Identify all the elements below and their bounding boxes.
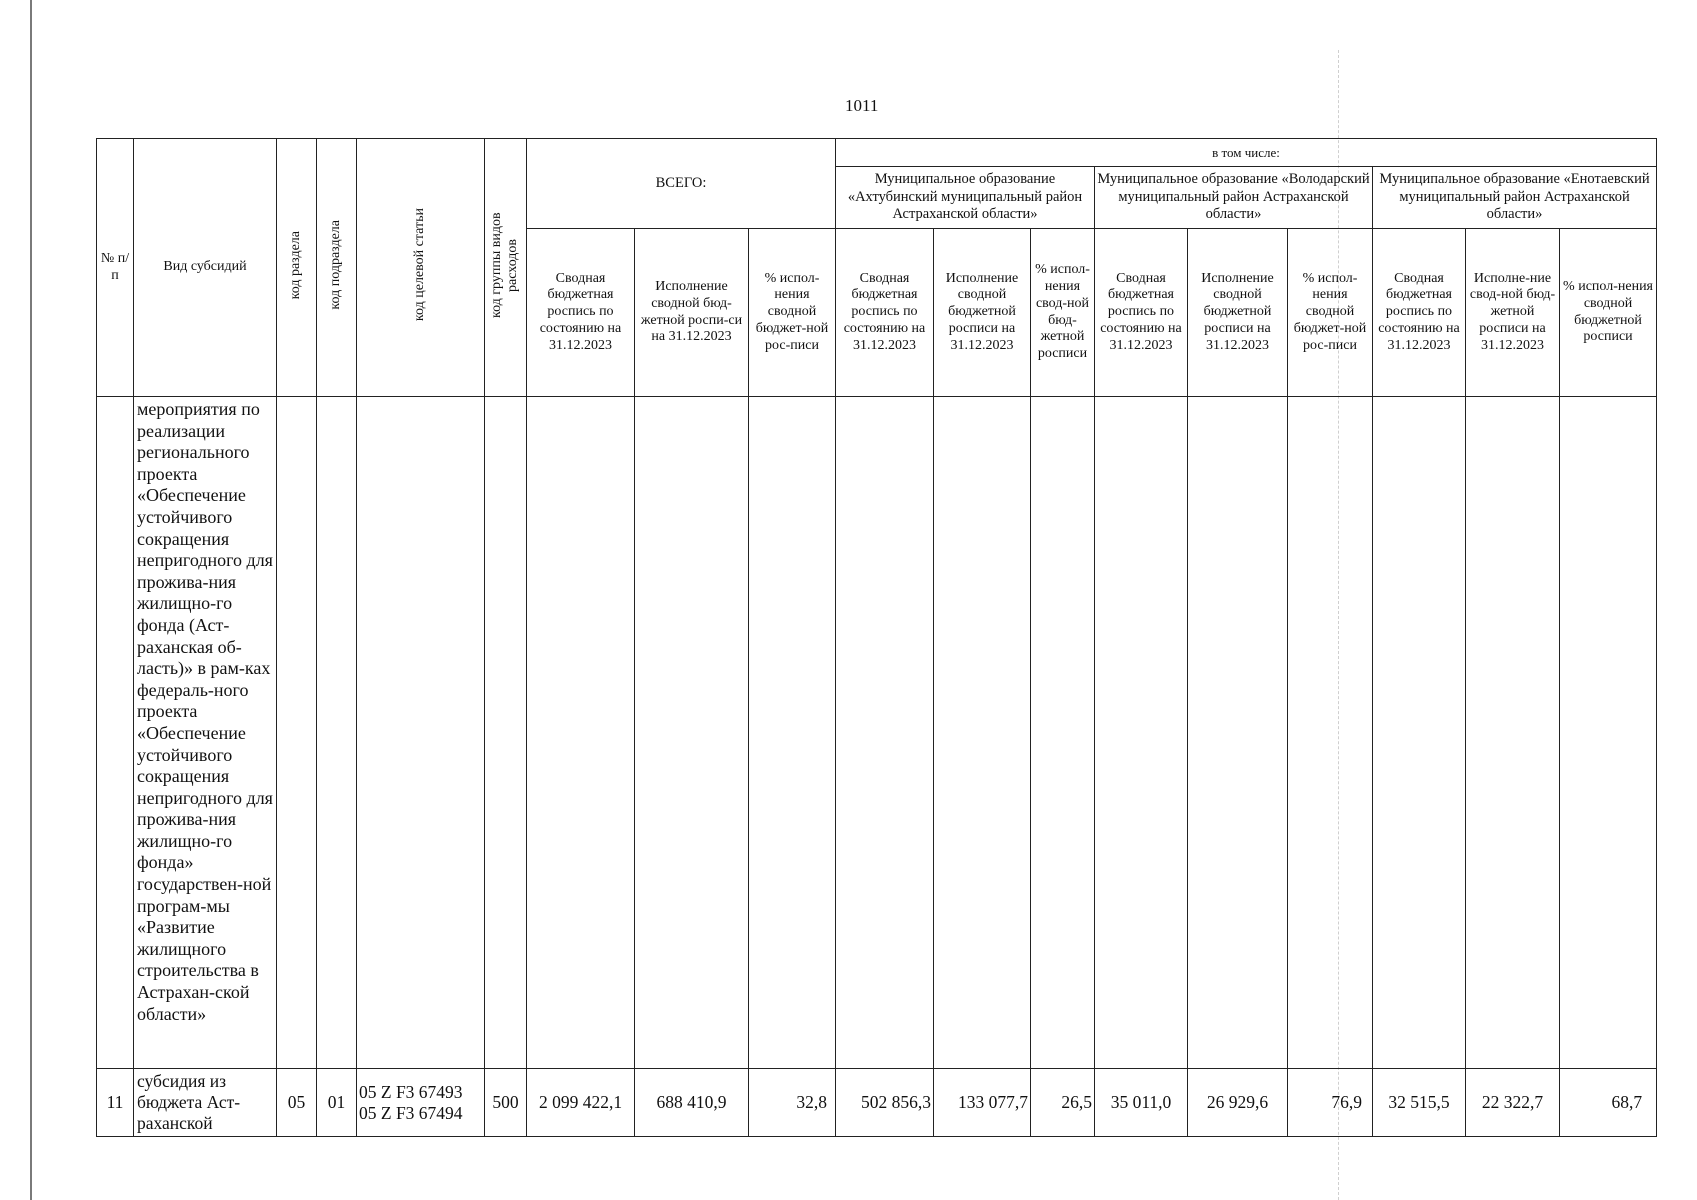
- header-total-pct: % испол-нения сводной бюджет-ной рос-писи: [749, 229, 836, 397]
- row-total-pct: 32,8: [749, 1069, 836, 1137]
- header-municipality-volodarsky: Муниципальное образование «Володарский муниципальный район Астраханской области»: [1095, 167, 1373, 229]
- cell-empty: [934, 397, 1031, 1069]
- header-target-article: [357, 139, 485, 397]
- cell-empty: [1188, 397, 1288, 1069]
- row-number: 11: [97, 1069, 134, 1137]
- row-subsection-code: 01: [317, 1069, 357, 1137]
- header-row-1: [97, 139, 1657, 167]
- header-total: ВСЕГО:: [527, 139, 836, 229]
- cell-empty: [1095, 397, 1188, 1069]
- header-m2-plan: Сводная бюджетная роспись по состоянию на 31.12.2023: [1095, 229, 1188, 397]
- header-municipality-enotaevsky: Муниципальное образование «Енотаевский муниципальный район Астраханской области»: [1373, 167, 1657, 229]
- cell-empty: [1466, 397, 1560, 1069]
- row-target-codes: [357, 1069, 485, 1137]
- header-m2-exec: Исполнение сводной бюджетной росписи на 31.12.2023: [1188, 229, 1288, 397]
- header-m2-pct: % испол-нения сводной бюджет-ной рос-писи: [1288, 229, 1373, 397]
- row-m2-exec: 26 929,6: [1188, 1069, 1288, 1137]
- cell-empty: [635, 397, 749, 1069]
- row-group-code: 500: [485, 1069, 527, 1137]
- scan-edge-line: [30, 0, 32, 1200]
- cell-empty: [277, 397, 317, 1069]
- header-group-label: код группы видов расходов: [489, 212, 521, 318]
- header-m1-pct: % испол-нения свод-ной бюд-жетной росписи: [1031, 229, 1095, 397]
- continuation-description: мероприятия по реализации регионального проекта «Обеспечение устойчивого сокращения непригодного для прожива-ния жилищно-го фонда (Аст-раханская об-ласть)» в рам-ках федераль-ного проекта «Обеспечение устойчивого сокращения непригодного для прожива-ния жилищно-го фонда» государствен-ной програм-мы «Развитие жилищного строительства в Астрахан-ской области»: [134, 397, 277, 1069]
- cell-empty: [357, 397, 485, 1069]
- header-expense-group: [485, 139, 527, 397]
- target-code-1: 05 Z F3 67493: [359, 1081, 463, 1102]
- header-m1-exec: Исполнение сводной бюджетной росписи на 31.12.2023: [934, 229, 1031, 397]
- row-section-code: 05: [277, 1069, 317, 1137]
- header-total-plan: Сводная бюджетная роспись по состоянию на 31.12.2023: [527, 229, 635, 397]
- row-m1-pct: 26,5: [1031, 1069, 1095, 1137]
- header-num: № п/п: [97, 139, 134, 397]
- header-subsection-label: код подраздела: [328, 220, 344, 310]
- cell-empty: [1560, 397, 1657, 1069]
- row-m1-exec: 133 077,7: [934, 1069, 1031, 1137]
- cell-empty: [1031, 397, 1095, 1069]
- header-including: в том числе:: [836, 139, 1657, 167]
- header-m1-plan: Сводная бюджетная роспись по состоянию на 31.12.2023: [836, 229, 934, 397]
- row-subsidy-type: субсидия из бюджета Аст-раханской: [134, 1069, 277, 1137]
- cell-empty: [485, 397, 527, 1069]
- cell-empty: [527, 397, 635, 1069]
- header-section: [277, 139, 317, 397]
- header-section-label: код раздела: [288, 230, 304, 300]
- header-m3-exec: Исполне-ние свод-ной бюд-жетной росписи на 31.12.2023: [1466, 229, 1560, 397]
- row-total-plan: 2 099 422,1: [527, 1069, 635, 1137]
- row-m1-plan: 502 856,3: [836, 1069, 934, 1137]
- header-target-label: код целевой статьи: [412, 208, 428, 322]
- row-m2-pct: 76,9: [1288, 1069, 1373, 1137]
- header-total-exec: Исполнение сводной бюд-жетной роспи-си на 31.12.2023: [635, 229, 749, 397]
- cell-empty: [1288, 397, 1373, 1069]
- row-m3-plan: 32 515,5: [1373, 1069, 1466, 1137]
- header-subsidy-type: Вид субсидий: [134, 139, 277, 397]
- header-municipality-akhtubinsky: Муниципальное образование «Ахтубинский муниципальный район Астраханской области»: [836, 167, 1095, 229]
- header-subsection: [317, 139, 357, 397]
- page-number: 1011: [845, 96, 879, 115]
- row-m3-exec: 22 322,7: [1466, 1069, 1560, 1137]
- target-code-2: 05 Z F3 67494: [359, 1102, 463, 1123]
- row-total-exec: 688 410,9: [635, 1069, 749, 1137]
- cell-empty: [97, 397, 134, 1069]
- cell-empty: [1373, 397, 1466, 1069]
- header-m3-pct: % испол-нения сводной бюджетной росписи: [1560, 229, 1657, 397]
- row-m3-pct: 68,7: [1560, 1069, 1657, 1137]
- cell-empty: [836, 397, 934, 1069]
- cell-empty: [749, 397, 836, 1069]
- row-m2-plan: 35 011,0: [1095, 1069, 1188, 1137]
- report-table: [96, 138, 1657, 1137]
- table-row-11: [97, 1069, 1657, 1137]
- header-m3-plan: Сводная бюджетная роспись по состоянию на 31.12.2023: [1373, 229, 1466, 397]
- table-row-continuation: [97, 397, 1657, 1069]
- cell-empty: [317, 397, 357, 1069]
